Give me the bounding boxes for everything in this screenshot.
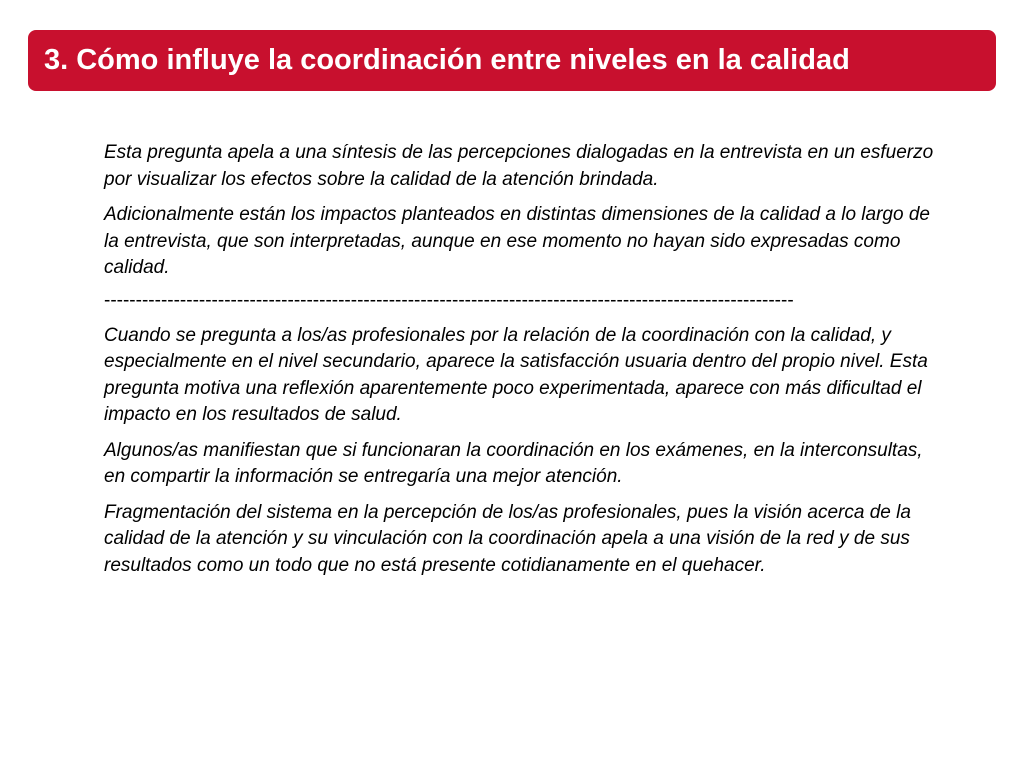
paragraph-coordination: Algunos/as manifiestan que si funcionaran la coordinación en los exámenes, en la interconsultas, en compartir la información se entregaría una mejor atención. — [104, 439, 923, 487]
paragraph-synthesis: Esta pregunta apela a una síntesis de las percepciones dialogadas en la entrevista en un esfuerzo por visualizar los efectos sobre la calidad de la atención brindada. — [104, 142, 934, 190]
dashed-divider: ------------------------------------------------------------------------------------------------------------- — [104, 290, 794, 311]
paragraph-impacts: Adicionalmente están los impactos planteados en distintas dimensiones de la calidad a lo largo de la entrevista, que son interpretadas, aunque en ese momento no hayan sido expresadas como calidad. — [104, 204, 930, 278]
slide-title: 3. Cómo influye la coordinación entre niveles en la calidad — [44, 44, 850, 76]
paragraph-satisfaction: Cuando se pregunta a los/as profesionales por la relación de la coordinación con la calidad, y especialmente en el nivel secundario, aparece la satisfacción usuaria dentro del propio nivel. Esta pregunta motiva una reflexión aparentemente poco experimentada, aparece con más dificultad el impacto en los resultados de salud. — [104, 324, 928, 425]
slide-body — [104, 140, 934, 588]
title-bar — [28, 30, 996, 91]
paragraph-fragmentation: Fragmentación del sistema en la percepción de los/as profesionales, pues la visión acerca de la calidad de la atención y su vinculación con la coordinación apela a una visión de la red y de sus resultados como un todo que no está presente cotidianamente en el quehacer. — [104, 501, 911, 576]
